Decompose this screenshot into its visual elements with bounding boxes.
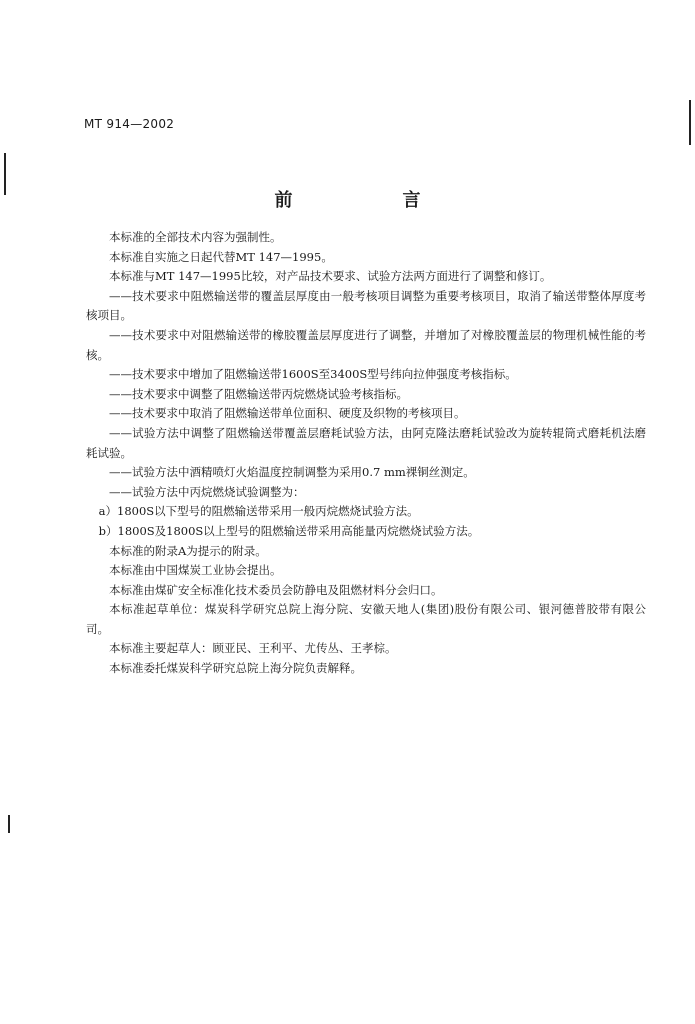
foreword-body bbox=[86, 228, 646, 679]
paragraph: 本标准的附录A为提示的附录。 bbox=[109, 543, 267, 558]
paragraph: 本标准由中国煤炭工业协会提出。 bbox=[109, 563, 282, 578]
standard-code: MT 914—2002 bbox=[84, 117, 175, 131]
page-title bbox=[0, 186, 695, 212]
paragraph: 本标准与MT 147—1995比较，对产品技术要求、试验方法两方面进行了调整和修订。 bbox=[109, 269, 552, 284]
page-title-text: 前 言 bbox=[274, 190, 467, 211]
list-item: ——技术要求中对阻燃输送带的橡胶覆盖层厚度进行了调整，并增加了对橡胶覆盖层的物理机械性能的考核。 bbox=[86, 327, 646, 362]
scan-edge-mark-right bbox=[689, 100, 691, 145]
paragraph: 本标准自实施之日起代替MT 147—1995。 bbox=[109, 249, 333, 264]
list-item: ——技术要求中阻燃输送带的覆盖层厚度由一般考核项目调整为重要考核项目，取消了输送带整体厚度考核项目。 bbox=[86, 288, 646, 323]
sub-item: b）1800S及1800S以上型号的阻燃输送带采用高能量丙烷燃烧试验方法。 bbox=[98, 523, 480, 538]
paragraph: 本标准委托煤炭科学研究总院上海分院负责解释。 bbox=[109, 661, 362, 676]
paragraph: 本标准主要起草人：顾亚民、王利平、尤传丛、王孝棕。 bbox=[109, 641, 397, 656]
list-item: ——试验方法中丙烷燃烧试验调整为： bbox=[109, 484, 305, 499]
scan-edge-mark-left-lower bbox=[8, 815, 10, 833]
sub-item: a）1800S以下型号的阻燃输送带采用一般丙烷燃烧试验方法。 bbox=[98, 504, 419, 519]
list-item: ——技术要求中调整了阻燃输送带丙烷燃烧试验考核指标。 bbox=[109, 386, 408, 401]
paragraph: 本标准起草单位：煤炭科学研究总院上海分院、安徽天地人(集团)股份有限公司、银河德普胶带有限公司。 bbox=[86, 602, 646, 636]
list-item: ——试验方法中酒精喷灯火焰温度控制调整为采用0.7 mm裸铜丝测定。 bbox=[109, 465, 475, 480]
paragraph: 本标准的全部技术内容为强制性。 bbox=[109, 230, 282, 244]
list-item: ——试验方法中调整了阻燃输送带覆盖层磨耗试验方法，由阿克隆法磨耗试验改为旋转辊筒式磨耗机法磨耗试验。 bbox=[86, 425, 646, 460]
paragraph: 本标准由煤矿安全标准化技术委员会防静电及阻燃材料分会归口。 bbox=[109, 582, 443, 597]
list-item: ——技术要求中取消了阻燃输送带单位面积、硬度及织物的考核项目。 bbox=[109, 406, 466, 421]
list-item: ——技术要求中增加了阻燃输送带1600S至3400S型号纬向拉伸强度考核指标。 bbox=[109, 367, 517, 382]
